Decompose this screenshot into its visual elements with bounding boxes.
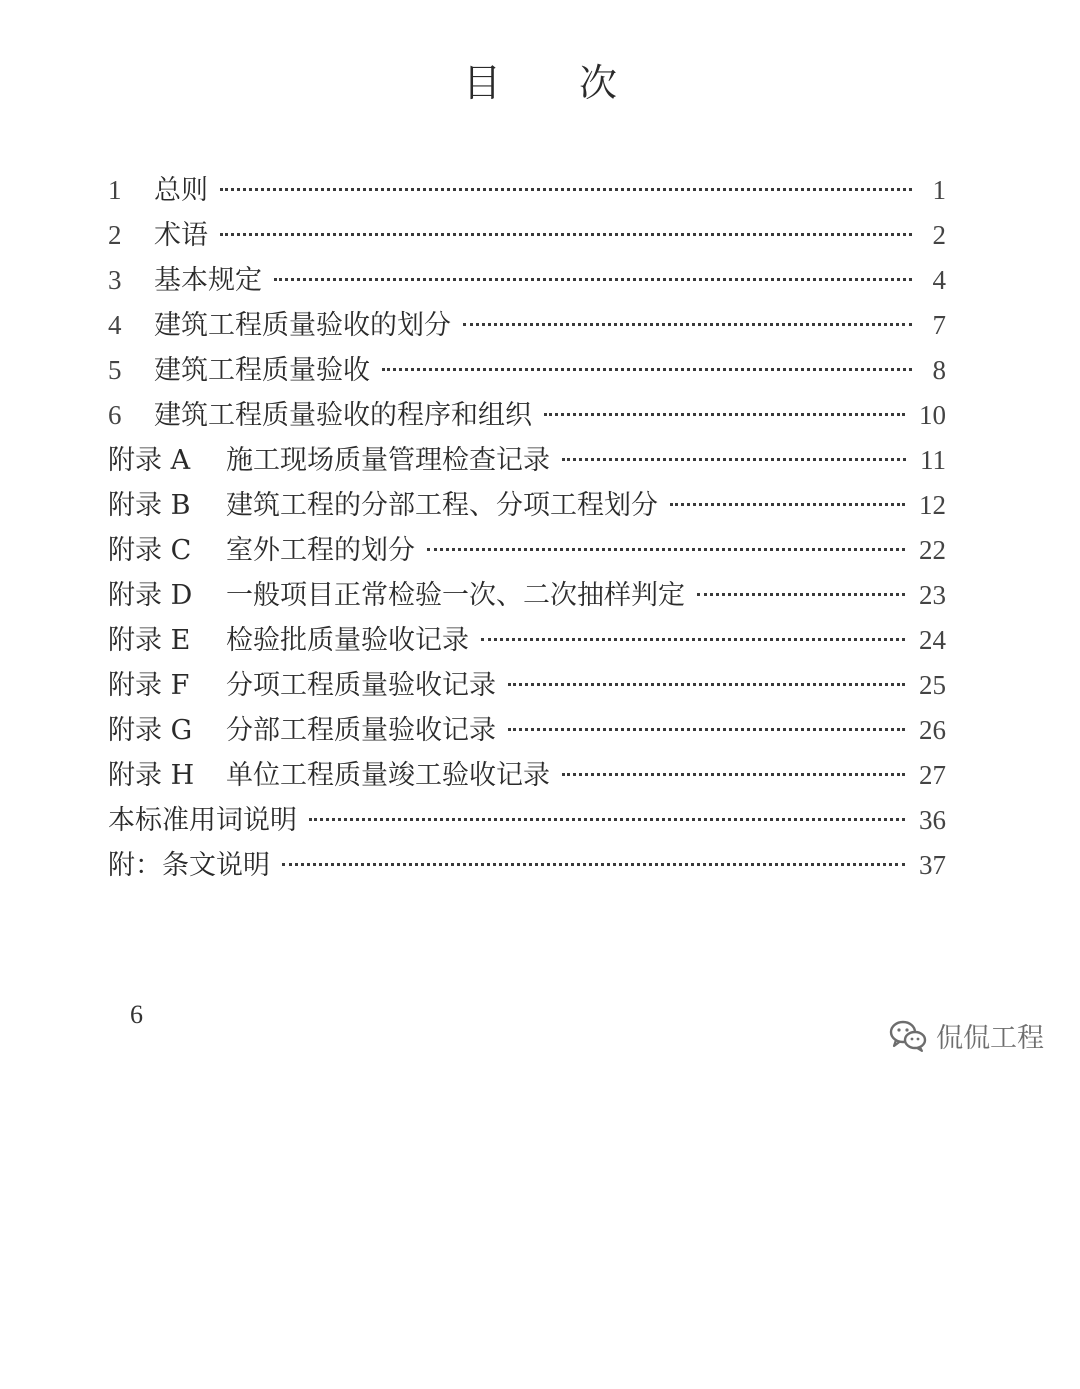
toc-entry-page: 24: [919, 625, 946, 655]
toc-entry-number: 1: [108, 175, 122, 205]
toc-entry-title: 一般项目正常检验一次、二次抽样判定: [226, 580, 685, 611]
watermark: [888, 1016, 1044, 1055]
toc-entry-title: 分项工程质量验收记录: [226, 670, 496, 701]
toc-entry-title: 建筑工程的分部工程、分项工程划分: [226, 490, 658, 521]
toc-entry-page: 27: [919, 760, 946, 790]
toc-entry[interactable]: [108, 528, 946, 573]
toc-entry-number: 附录 F: [108, 670, 190, 701]
toc-entry-title: 基本规定: [154, 265, 262, 296]
toc-entry-title: 分部工程质量验收记录: [226, 715, 496, 746]
page-number: 6: [130, 1000, 143, 1029]
toc-entry-title: 附：条文说明: [108, 850, 270, 881]
toc-entry[interactable]: [108, 843, 946, 888]
toc-entry-page: 23: [919, 580, 946, 610]
wechat-icon: [888, 1019, 928, 1053]
toc-entry-number: 2: [108, 220, 122, 250]
toc-entry-page: 37: [919, 850, 946, 880]
toc-entry-number: 3: [108, 265, 122, 295]
toc-entry[interactable]: [108, 168, 946, 213]
toc-dot-leader: [427, 548, 905, 551]
toc-entry-title: 室外工程的划分: [226, 535, 415, 566]
toc-entry-page: 10: [919, 400, 946, 430]
toc-dot-leader: [274, 278, 912, 281]
page-title-char: 目: [462, 61, 501, 105]
toc-entry[interactable]: [108, 438, 946, 483]
toc-entry[interactable]: [108, 213, 946, 258]
toc-entry-title: 本标准用词说明: [108, 805, 297, 836]
toc-entry-page: 36: [919, 805, 946, 835]
toc-entry-page: 12: [919, 490, 946, 520]
toc-dot-leader: [508, 728, 905, 731]
toc-dot-leader: [463, 323, 912, 326]
table-of-contents: [108, 168, 946, 888]
toc-entry-page: 11: [920, 445, 946, 475]
toc-entry-title: 术语: [154, 220, 208, 251]
toc-entry-title: 单位工程质量竣工验收记录: [226, 760, 550, 791]
toc-entry-number: 5: [108, 355, 122, 385]
toc-entry-page: 4: [932, 265, 946, 295]
toc-entry-number: 4: [108, 310, 122, 340]
toc-dot-leader: [282, 863, 905, 866]
toc-entry-title: 检验批质量验收记录: [226, 625, 469, 656]
toc-dot-leader: [309, 818, 905, 821]
toc-entry-title: 总则: [154, 175, 208, 206]
toc-entry-page: 2: [932, 220, 946, 250]
toc-entry-page: 7: [932, 310, 946, 340]
toc-dot-leader: [220, 188, 912, 191]
toc-entry-page: 22: [919, 535, 946, 565]
toc-dot-leader: [508, 683, 905, 686]
toc-entry-page: 1: [932, 175, 946, 205]
toc-entry[interactable]: [108, 483, 946, 528]
toc-entry[interactable]: [108, 303, 946, 348]
toc-entry-title: 建筑工程质量验收的程序和组织: [154, 400, 532, 431]
toc-entry-title: 建筑工程质量验收: [154, 355, 370, 386]
toc-entry-number: 6: [108, 400, 122, 430]
watermark-text: 侃侃工程: [936, 1023, 1044, 1054]
toc-entry-page: 25: [919, 670, 946, 700]
toc-entry[interactable]: [108, 753, 946, 798]
toc-entry[interactable]: [108, 708, 946, 753]
toc-entry[interactable]: [108, 258, 946, 303]
toc-entry-number: 附录 G: [108, 715, 193, 746]
toc-entry-number: 附录 H: [108, 760, 195, 791]
toc-entry-number: 附录 E: [108, 625, 191, 656]
toc-entry[interactable]: [108, 573, 946, 618]
toc-dot-leader: [481, 638, 905, 641]
toc-entry-number: 附录 A: [108, 445, 191, 476]
toc-entry[interactable]: [108, 393, 946, 438]
toc-dot-leader: [670, 503, 905, 506]
toc-entry[interactable]: [108, 663, 946, 708]
toc-entry-number: 附录 D: [108, 580, 193, 611]
toc-entry-number: 附录 B: [108, 490, 191, 521]
toc-entry-page: 8: [932, 355, 946, 385]
toc-entry-page: 26: [919, 715, 946, 745]
toc-entry-title: 施工现场质量管理检查记录: [226, 445, 550, 476]
toc-dot-leader: [562, 773, 905, 776]
toc-dot-leader: [562, 458, 906, 461]
toc-entry[interactable]: [108, 348, 946, 393]
toc-entry-title: 建筑工程质量验收的划分: [154, 310, 451, 341]
page-title: [0, 52, 1080, 107]
toc-entry[interactable]: [108, 798, 946, 843]
toc-entry[interactable]: [108, 618, 946, 663]
toc-dot-leader: [220, 233, 912, 236]
toc-dot-leader: [544, 413, 905, 416]
toc-entry-number: 附录 C: [108, 535, 192, 566]
toc-dot-leader: [697, 593, 905, 596]
toc-dot-leader: [382, 368, 912, 371]
page-title-char: 次: [579, 61, 618, 105]
